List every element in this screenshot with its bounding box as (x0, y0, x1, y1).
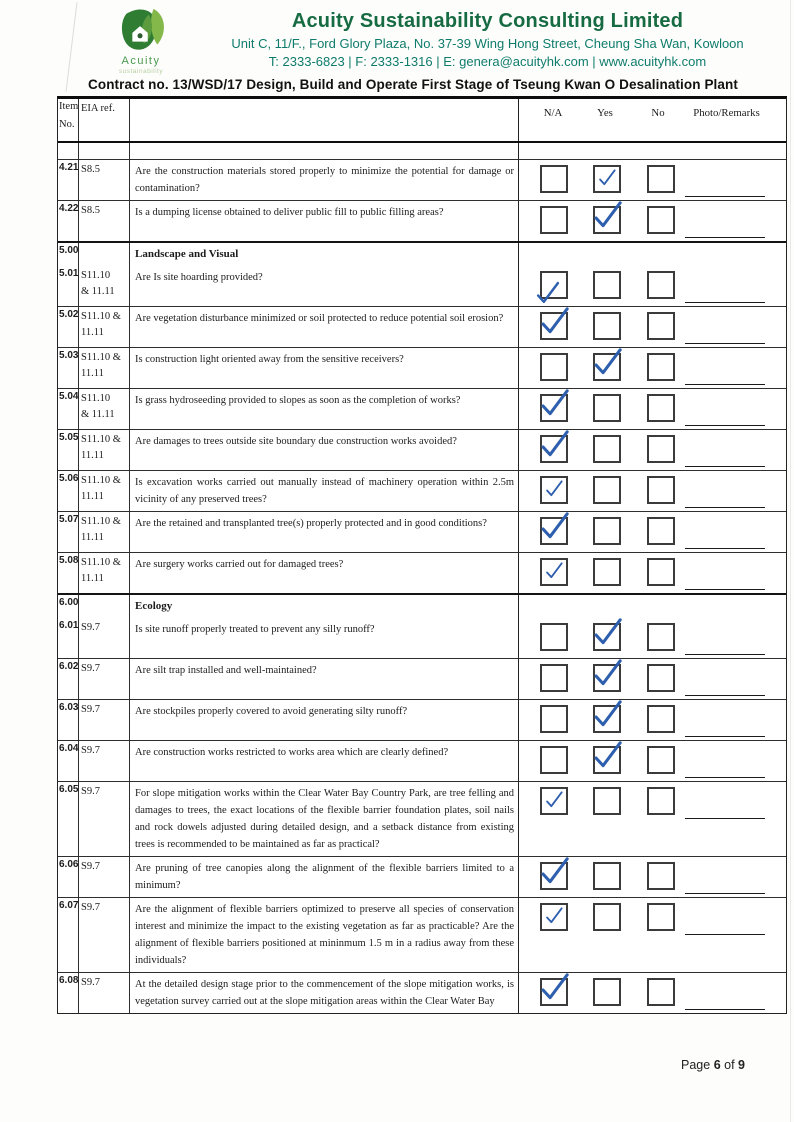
checkbox-yes (593, 903, 621, 931)
question-text: Are stockpiles properly covered to avoid generating silty runoff? (135, 706, 408, 717)
table-row (58, 389, 786, 430)
table-row (58, 700, 786, 741)
eia-ref-line: 11.11 (81, 573, 104, 584)
contract-title: Contract no. 13/WSD/17 Design, Build and Operate First Stage of Tseung Kwan O Desalination Plant (88, 77, 738, 92)
eia-ref-cell (79, 307, 130, 347)
checks-cell (519, 201, 786, 241)
checkbox-no (647, 664, 675, 692)
question-cell (130, 857, 519, 897)
leaf-house-logo-icon (112, 5, 170, 57)
tick-mark-icon (591, 616, 624, 646)
checkbox-no (647, 435, 675, 463)
item-number-cell: 6.00 (58, 595, 79, 618)
footer-page-total: 9 (738, 1058, 745, 1072)
eia-ref-line: S11.10 & (81, 352, 121, 363)
item-number-cell: 5.07 (58, 512, 79, 552)
eia-ref-cell (79, 659, 130, 699)
question-cell (130, 512, 519, 552)
checkbox-na (540, 558, 568, 586)
item-number-cell: 6.06 (58, 857, 79, 897)
checkbox-no (647, 558, 675, 586)
checkbox-na (540, 903, 568, 931)
tick-mark-icon (597, 168, 617, 187)
question-text: For slope mitigation works within the Clear Water Bay Country Park, are tree felling and damages to trees, the exact locations of the flexible barrier foundation plates, soil nails and rock dowels adjusted during detailed design, and a setback distance from existing trees is recommended to be maintained as far as practical? (135, 788, 514, 850)
checkbox-na (540, 435, 568, 463)
item-number-cell: 6.01 (58, 618, 79, 658)
tick-mark-icon (591, 698, 624, 728)
eia-ref-line: S11.10 & (81, 475, 121, 486)
eia-ref-cell (79, 471, 130, 511)
eia-ref-cell (79, 243, 130, 266)
item-number-cell: 6.05 (58, 782, 79, 856)
tick-mark-icon (544, 790, 564, 809)
table-row (58, 857, 786, 898)
checks-cell (519, 595, 786, 618)
section-title-cell (130, 243, 519, 266)
remarks-line (685, 654, 765, 655)
table-row (58, 243, 786, 266)
question-text: Are Is site hoarding provided? (135, 272, 263, 283)
checks-cell (519, 307, 786, 347)
checkbox-na (540, 476, 568, 504)
eia-ref-cell (79, 160, 130, 200)
col-header-item-line2: No. (59, 119, 75, 130)
item-number-cell: 4.21 (58, 160, 79, 200)
question-text: Are pruning of tree canopies along the alignment of the flexible barriers limited to a minimum? (135, 863, 514, 891)
remarks-line (685, 1009, 765, 1010)
table-row (58, 782, 786, 857)
eia-ref-line: & 11.11 (81, 286, 115, 297)
item-cell (58, 143, 79, 159)
checkbox-no (647, 165, 675, 193)
table-row (58, 553, 786, 595)
tick-mark-icon (538, 971, 571, 1001)
logo-wordmark: Acuity (121, 55, 161, 67)
table-row (58, 348, 786, 389)
footer-of-label: of (724, 1058, 735, 1072)
eia-ref-line: S9.7 (81, 786, 100, 797)
eia-ref-cell (79, 618, 130, 658)
page-footer (681, 1058, 745, 1072)
tick-mark-icon (544, 561, 564, 580)
checkbox-na (540, 165, 568, 193)
checkbox-na (540, 623, 568, 651)
eia-ref-cell (79, 973, 130, 1013)
col-header-item (58, 99, 79, 141)
checks-cell (519, 898, 786, 972)
checks-cell (519, 973, 786, 1013)
remarks-line (685, 548, 765, 549)
question-text: Are silt trap installed and well-maintained? (135, 665, 317, 676)
tick-mark-icon (538, 428, 571, 458)
question-text: Is excavation works carried out manually instead of machinery operation within 2.5m vicinity of any preserved trees? (135, 477, 514, 505)
item-number-cell: 6.03 (58, 700, 79, 740)
checks-cell (519, 389, 786, 429)
remarks-line (685, 384, 765, 385)
eia-ref-cell (79, 700, 130, 740)
company-logo (96, 5, 186, 75)
tick-mark-icon (591, 657, 624, 687)
letterhead (200, 10, 775, 69)
table-row (58, 973, 786, 1013)
checkbox-no (647, 206, 675, 234)
remarks-line (685, 934, 765, 935)
item-number-cell: 5.03 (58, 348, 79, 388)
checkbox-na (540, 517, 568, 545)
eia-ref-cell (79, 348, 130, 388)
remarks-line (685, 196, 765, 197)
remarks-line (685, 893, 765, 894)
table-row (58, 266, 786, 307)
eia-ref-line: 11.11 (81, 532, 104, 543)
eia-ref-line: & 11.11 (81, 409, 115, 420)
question-cell (130, 553, 519, 593)
eia-ref-line: S11.10 & (81, 516, 121, 527)
checkbox-yes (593, 394, 621, 422)
checkbox-no (647, 394, 675, 422)
col-header-na: N/A (543, 107, 563, 119)
eia-ref-cell (79, 266, 130, 306)
checks-cell (519, 143, 786, 159)
col-header-question (130, 99, 519, 141)
scan-edge-line (790, 0, 791, 1122)
question-text: Are the alignment of flexible barriers optimized to preserve all species of conservation interest and minimize the impact to the existing vegetation as far as practicable? Are the alignment of flexible barriers positioned at mininmum 1.5 m in a radius away from these individuals? (135, 904, 514, 966)
eia-ref-line: S9.7 (81, 977, 100, 988)
question-text: Are the construction materials stored properly to minimize the potential for damage or contamination? (135, 166, 514, 194)
checkbox-yes (593, 476, 621, 504)
checkbox-yes (593, 746, 621, 774)
tick-mark-icon (538, 855, 571, 885)
question-cell (130, 973, 519, 1013)
checkbox-yes (593, 353, 621, 381)
checks-cell (519, 857, 786, 897)
remarks-line (685, 302, 765, 303)
remarks-line (685, 695, 765, 696)
eia-ref-cell (79, 389, 130, 429)
checkbox-yes (593, 517, 621, 545)
item-number-cell: 5.00 (58, 243, 79, 266)
question-cell (130, 160, 519, 200)
checkbox-na (540, 312, 568, 340)
checkbox-no (647, 476, 675, 504)
eia-ref-line: 11.11 (81, 327, 104, 338)
question-cell (130, 430, 519, 470)
item-number-cell: 6.02 (58, 659, 79, 699)
col-header-eia: EIA ref. (79, 99, 130, 141)
checkbox-no (647, 353, 675, 381)
table-row (58, 898, 786, 973)
eia-ref-line: S9.7 (81, 902, 100, 913)
checkbox-na (540, 394, 568, 422)
eia-ref-cell (79, 553, 130, 593)
eia-ref-line: S11.10 & (81, 311, 121, 322)
checks-cell (519, 659, 786, 699)
table-row (58, 659, 786, 700)
question-cell (130, 143, 519, 159)
question-cell (130, 389, 519, 429)
question-text: Are surgery works carried out for damaged trees? (135, 559, 344, 570)
eia-ref-cell (79, 201, 130, 241)
table-header-row (58, 99, 786, 143)
col-header-item-line1: Item (59, 101, 79, 112)
item-number-cell: 5.08 (58, 553, 79, 593)
checkbox-no (647, 862, 675, 890)
eia-ref-line: 11.11 (81, 368, 104, 379)
checkbox-yes (593, 664, 621, 692)
col-header-yes: Yes (597, 107, 613, 119)
checks-cell (519, 782, 786, 856)
checkbox-no (647, 978, 675, 1006)
tick-mark-icon (591, 739, 624, 769)
table-row (58, 512, 786, 553)
question-text: Is grass hydroseeding provided to slopes as soon as the completion of works? (135, 395, 461, 406)
checks-cell (519, 266, 786, 306)
checkbox-yes (593, 206, 621, 234)
remarks-line (685, 425, 765, 426)
question-text: Is construction light oriented away from the sensitive receivers? (135, 354, 404, 365)
company-address: Unit C, 11/F., Ford Glory Plaza, No. 37-39 Wing Hong Street, Cheung Sha Wan, Kowloon (231, 36, 744, 51)
footer-page-number: 6 (713, 1058, 721, 1072)
question-cell (130, 782, 519, 856)
tick-mark-icon (544, 906, 564, 925)
scan-artifact-line (66, 2, 78, 91)
item-number-cell: 5.01 (58, 266, 79, 306)
question-cell (130, 348, 519, 388)
checkbox-yes (593, 787, 621, 815)
tick-mark-icon (544, 479, 564, 498)
checkbox-yes (593, 558, 621, 586)
remarks-line (685, 507, 765, 508)
checkbox-na (540, 206, 568, 234)
checkbox-na (540, 353, 568, 381)
checkbox-na (540, 664, 568, 692)
tick-mark-icon (538, 510, 571, 540)
eia-cell (79, 143, 130, 159)
table-row (58, 595, 786, 618)
question-text: Are damages to trees outside site boundary due construction works avoided? (135, 436, 457, 447)
checks-cell (519, 471, 786, 511)
question-cell (130, 266, 519, 306)
eia-ref-cell (79, 595, 130, 618)
eia-ref-line: S9.7 (81, 622, 100, 633)
eia-ref-line: 11.11 (81, 450, 104, 461)
question-cell (130, 201, 519, 241)
question-text: Are the retained and transplanted tree(s) properly protected and in good conditions? (135, 518, 487, 529)
col-header-no: No (651, 107, 665, 119)
checks-cell (519, 512, 786, 552)
question-cell (130, 471, 519, 511)
remarks-line (685, 343, 765, 344)
question-cell (130, 618, 519, 658)
question-cell (130, 307, 519, 347)
checkbox-no (647, 312, 675, 340)
checkbox-yes (593, 623, 621, 651)
item-number-cell: 5.05 (58, 430, 79, 470)
checks-cell (519, 348, 786, 388)
eia-ref-cell (79, 782, 130, 856)
tick-mark-icon (538, 305, 571, 335)
tick-mark-icon (534, 280, 561, 305)
table-row (58, 430, 786, 471)
checkbox-no (647, 746, 675, 774)
eia-ref-line: S11.10 (81, 270, 111, 281)
eia-ref-cell (79, 512, 130, 552)
checklist-table (57, 96, 787, 1014)
checkbox-yes (593, 978, 621, 1006)
question-cell (130, 700, 519, 740)
eia-ref-line: S11.10 & (81, 557, 121, 568)
table-row (58, 201, 786, 243)
eia-ref-cell (79, 857, 130, 897)
table-row (58, 160, 786, 201)
item-number-cell: 4.22 (58, 201, 79, 241)
question-text: Is a dumping license obtained to deliver public fill to public filling areas? (135, 207, 444, 218)
checks-cell (519, 700, 786, 740)
checkbox-no (647, 705, 675, 733)
question-cell (130, 741, 519, 781)
checkbox-na (540, 746, 568, 774)
question-cell (130, 659, 519, 699)
eia-ref-line: S11.10 (81, 393, 111, 404)
checkbox-na (540, 862, 568, 890)
col-header-photo-remarks: Photo/Remarks (693, 107, 760, 119)
company-contacts: T: 2333-6823 | F: 2333-1316 | E: genera@acuityhk.com | www.acuityhk.com (268, 54, 707, 69)
remarks-line (685, 589, 765, 590)
checkbox-na (540, 271, 568, 299)
checkbox-no (647, 271, 675, 299)
eia-ref-cell (79, 430, 130, 470)
table-row (58, 741, 786, 782)
section-title-text: Ecology (135, 600, 173, 612)
logo-tagline: sustainability (118, 68, 164, 75)
tick-mark-icon (538, 387, 571, 417)
eia-ref-line: S9.7 (81, 704, 100, 715)
checks-cell (519, 430, 786, 470)
eia-ref-line: 11.11 (81, 491, 104, 502)
question-cell (130, 898, 519, 972)
eia-ref-cell (79, 898, 130, 972)
eia-ref-line: S8.5 (81, 205, 100, 216)
eia-ref-line: S9.7 (81, 745, 100, 756)
checkbox-na (540, 978, 568, 1006)
checkbox-yes (593, 862, 621, 890)
company-name: Acuity Sustainability Consulting Limited (291, 10, 684, 32)
table-row (58, 307, 786, 348)
checkbox-na (540, 705, 568, 733)
checks-cell (519, 741, 786, 781)
checkbox-na (540, 787, 568, 815)
checkbox-no (647, 903, 675, 931)
footer-page-label: Page (681, 1058, 711, 1072)
col-header-checks (519, 99, 786, 141)
remarks-line (685, 818, 765, 819)
remarks-line (685, 466, 765, 467)
eia-ref-cell (79, 741, 130, 781)
eia-ref-line: S9.7 (81, 861, 100, 872)
checkbox-no (647, 623, 675, 651)
item-number-cell: 5.06 (58, 471, 79, 511)
checkbox-yes (593, 705, 621, 733)
table-spacer-row (58, 143, 786, 160)
item-number-cell: 5.02 (58, 307, 79, 347)
checkbox-no (647, 517, 675, 545)
checkbox-yes (593, 312, 621, 340)
eia-ref-line: S8.5 (81, 164, 100, 175)
checks-cell (519, 618, 786, 658)
eia-ref-line: S11.10 & (81, 434, 121, 445)
item-number-cell: 5.04 (58, 389, 79, 429)
section-title-cell (130, 595, 519, 618)
checkbox-yes (593, 435, 621, 463)
question-text: Is site runoff properly treated to prevent any silly runoff? (135, 624, 375, 635)
question-text: At the detailed design stage prior to the commencement of the slope mitigation works, is vegetation survey carried out at the slope mitigation areas within the Clear Water Bay (135, 979, 514, 1007)
eia-ref-line: S9.7 (81, 663, 100, 674)
checkbox-yes (593, 165, 621, 193)
item-number-cell: 6.07 (58, 898, 79, 972)
tick-mark-icon (591, 199, 624, 229)
table-row (58, 471, 786, 512)
checks-cell (519, 160, 786, 200)
remarks-line (685, 736, 765, 737)
remarks-line (685, 237, 765, 238)
question-text: Are vegetation disturbance minimized or soil protected to reduce potential soil erosion? (135, 313, 504, 324)
remarks-line (685, 777, 765, 778)
question-text: Are construction works restricted to works area which are clearly defined? (135, 747, 449, 758)
item-number-cell: 6.04 (58, 741, 79, 781)
checks-cell (519, 553, 786, 593)
checkbox-no (647, 787, 675, 815)
section-title-text: Landscape and Visual (135, 248, 239, 260)
checks-cell (519, 243, 786, 266)
tick-mark-icon (591, 346, 624, 376)
table-row (58, 618, 786, 659)
item-number-cell: 6.08 (58, 973, 79, 1013)
checkbox-yes (593, 271, 621, 299)
